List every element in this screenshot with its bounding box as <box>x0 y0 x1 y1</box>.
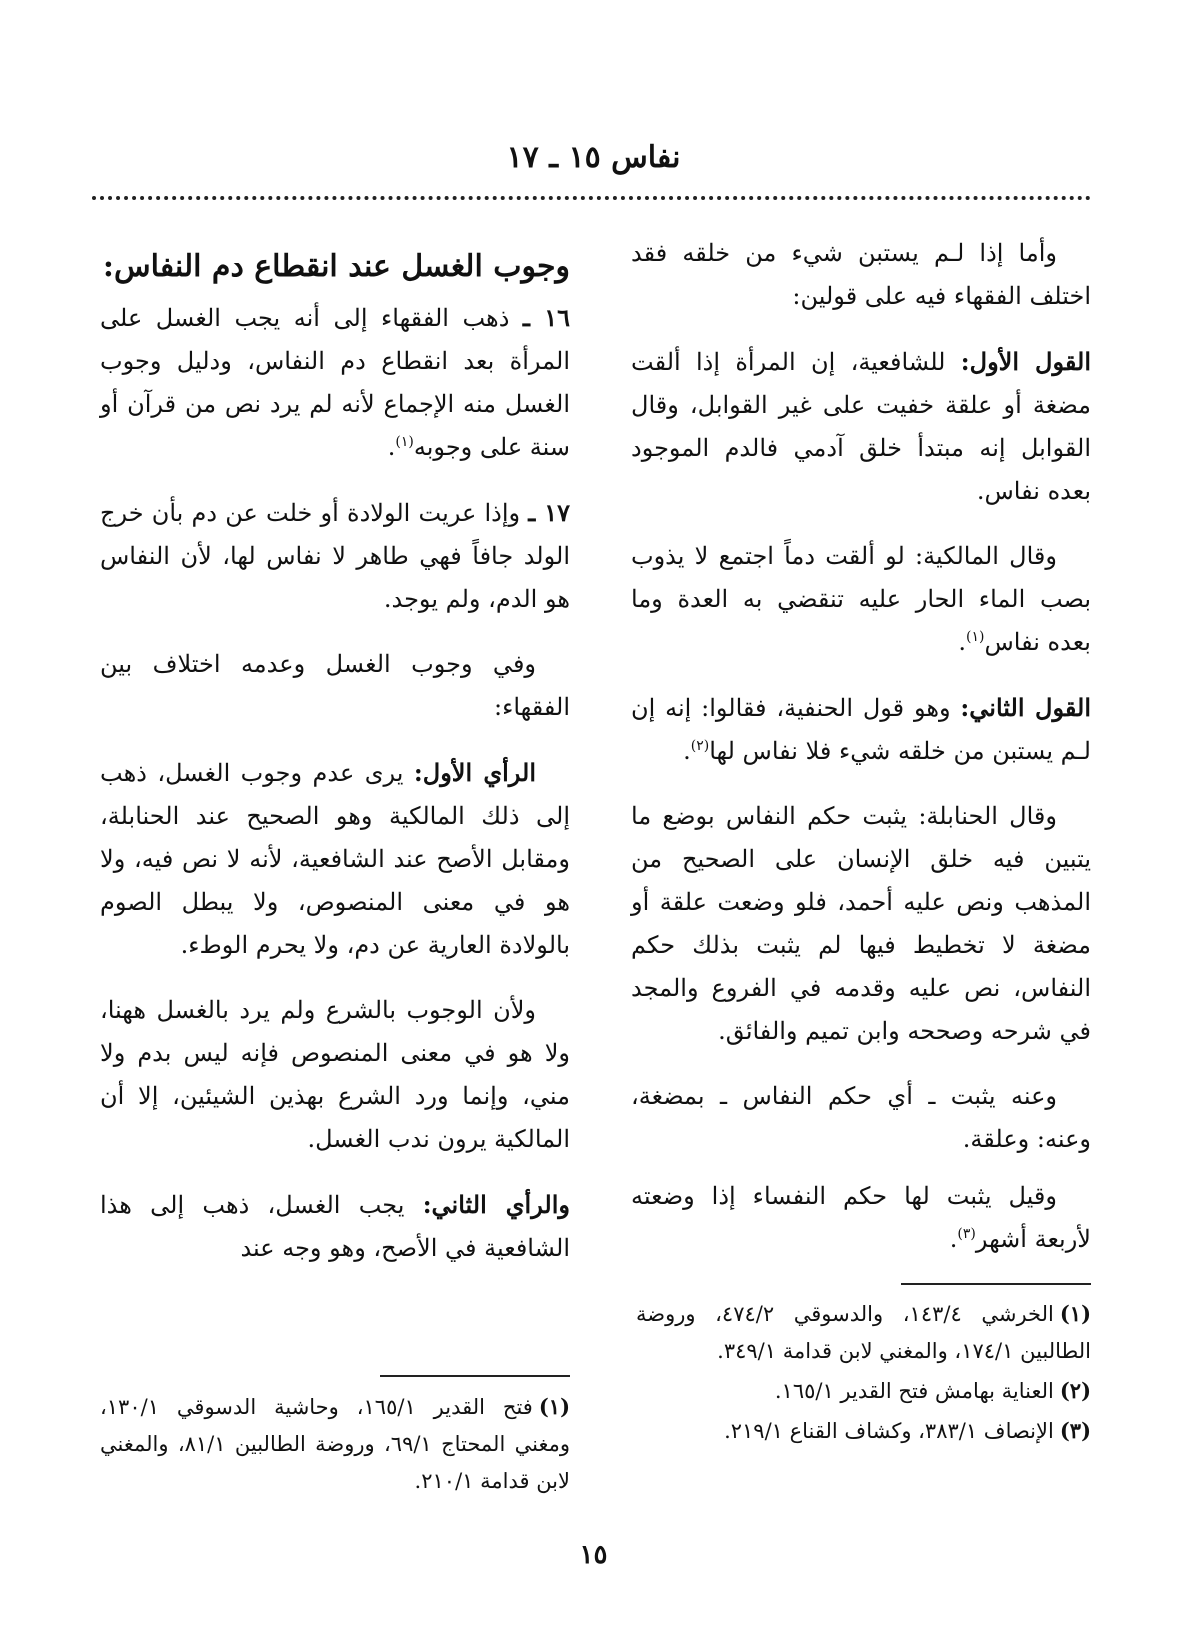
paragraph-lead: والرأي الثاني: <box>422 1190 571 1219</box>
header-dotted-rule <box>92 196 1091 200</box>
paragraph-lead: القول الثاني: <box>960 693 1091 722</box>
footnote: (٢)العناية بهامش فتح القدير ١٦٥/١. <box>774 1378 1091 1403</box>
footnote-ref: (٣) <box>957 1226 976 1242</box>
left-column <box>100 232 570 1292</box>
paragraph: والرأي الثاني: يجب الغسل، ذهب إلى هذا الشافعية في الأصح، وهو وجه عند <box>100 1190 571 1262</box>
paragraph: وعنه يثبت ـ أي حكم النفاس ـ بمضغة، وعنه: وعلقة. <box>631 1082 1091 1153</box>
footnote: (١)الخرشي ١٤٣/٤، والدسوقي ٤٧٤/٢، وروضة الطالبين ١٧٤/١، والمغني لابن قدامة ٣٤٩/١. <box>636 1301 1092 1363</box>
paragraph: القول الأول: للشافعية، إن المرأة إذا ألقت مضغة أو علقة خفيت على غير القوابل، وقال القوابل إنه مبتدأ خلق آدمي فالدم الموجود بعده نفاس. <box>631 347 1091 505</box>
footnotes-left <box>100 1388 570 1502</box>
paragraph-number: ١٦ ـ <box>522 303 570 332</box>
paragraph: الرأي الأول: يرى عدم وجوب الغسل، ذهب إلى ذلك المالكية وهو الصحيح عند الحنابلة، ومقابل الأصح عند الشافعية، لأنه لا نص فيه، ولا هو في معنى المنصوص، ولا يبطل الصوم بالولادة العارية عن دم، ولا يحرم الوطء. <box>100 758 570 959</box>
running-header: نفاس ١٥ ـ ١٧ <box>506 140 681 175</box>
footnote-separator <box>380 1375 570 1377</box>
paragraph: وأما إذا لـم يستبن شيء من خلقه فقد اختلف الفقهاء فيه على قولين: <box>631 239 1091 310</box>
paragraph: وقال الحنابلة: يثبت حكم النفاس بوضع ما يتبين فيه خلق الإنسان على الصحيح من المذهب ونص عليه أحمد، فلو وضعت علقة أو مضغة لا تخطيط فيها لم يثبت بذلك حكم النفاس، نص عليه وقدمه في الفروع والمجد في شرحه وصححه وابن تميم والفائق. <box>631 802 1091 1045</box>
footnote-ref: (٢) <box>690 738 710 754</box>
paragraph: وقيل يثبت لها حكم النفساء إذا وضعته لأربعة أشهر$^{(٣)}$. <box>631 1182 1091 1253</box>
footnote-separator <box>901 1283 1091 1285</box>
paragraph: وقال المالكية: لو ألقت دماً اجتمع لا يذوب بصب الماء الحار عليه تنقضي به العدة وما بعده نفاس$^{(١)}$. <box>631 542 1091 656</box>
paragraph-number: ١٧ ـ <box>528 498 570 527</box>
footnote: (١)فتح القدير ١٦٥/١، وحاشية الدسوقي ١٣٠/١، ومغني المحتاج ٦٩/١، وروضة الطالبين ٨١/١، والمغني لابن قدامة ٢١٠/١. <box>100 1394 571 1493</box>
right-column <box>631 232 1091 1283</box>
footnote: (٣)الإنصاف ٣٨٣/١، وكشاف القناع ٢١٩/١. <box>724 1418 1091 1443</box>
paragraph: القول الثاني: وهو قول الحنفية، فقالوا: إنه إن لـم يستبن من خلقه شيء فلا نفاس لها$^{(٢)}$. <box>631 693 1091 765</box>
paragraph-lead: القول الأول: <box>960 347 1091 376</box>
paragraph-lead: الرأي الأول: <box>413 758 536 787</box>
paragraph: ١٧ ـ وإذا عريت الولادة أو خلت عن دم بأن خرج الولد جافاً فهي طاهر لا نفاس لها، لأن النفاس هو الدم، ولم يوجد. <box>100 498 570 613</box>
footnote-ref: (١) <box>395 434 414 450</box>
paragraph: وفي وجوب الغسل وعدمه اختلاف بين الفقهاء: <box>100 650 570 721</box>
paragraph: ولأن الوجوب بالشرع ولم يرد بالغسل ههنا، ولا هو في معنى المنصوص فإنه ليس بدم ولا مني، وإنما ورد الشرع بهذين الشيئين، إلا أن المالكية يرون ندب الغسل. <box>100 996 571 1153</box>
paragraph: ١٦ ـ ذهب الفقهاء إلى أنه يجب الغسل على المرأة بعد انقطاع دم النفاس، ودليل وجوب الغسل منه الإجماع لأنه لم يرد نص من قرآن أو سنة على وجوبه$^{(١)}$. <box>100 303 570 461</box>
footnote-ref: (١) <box>966 629 985 645</box>
page-number: ١٥ <box>579 1540 608 1570</box>
footnotes-right <box>636 1295 1091 1452</box>
section-heading: وجوب الغسل عند انقطاع دم النفاس: <box>102 249 570 284</box>
